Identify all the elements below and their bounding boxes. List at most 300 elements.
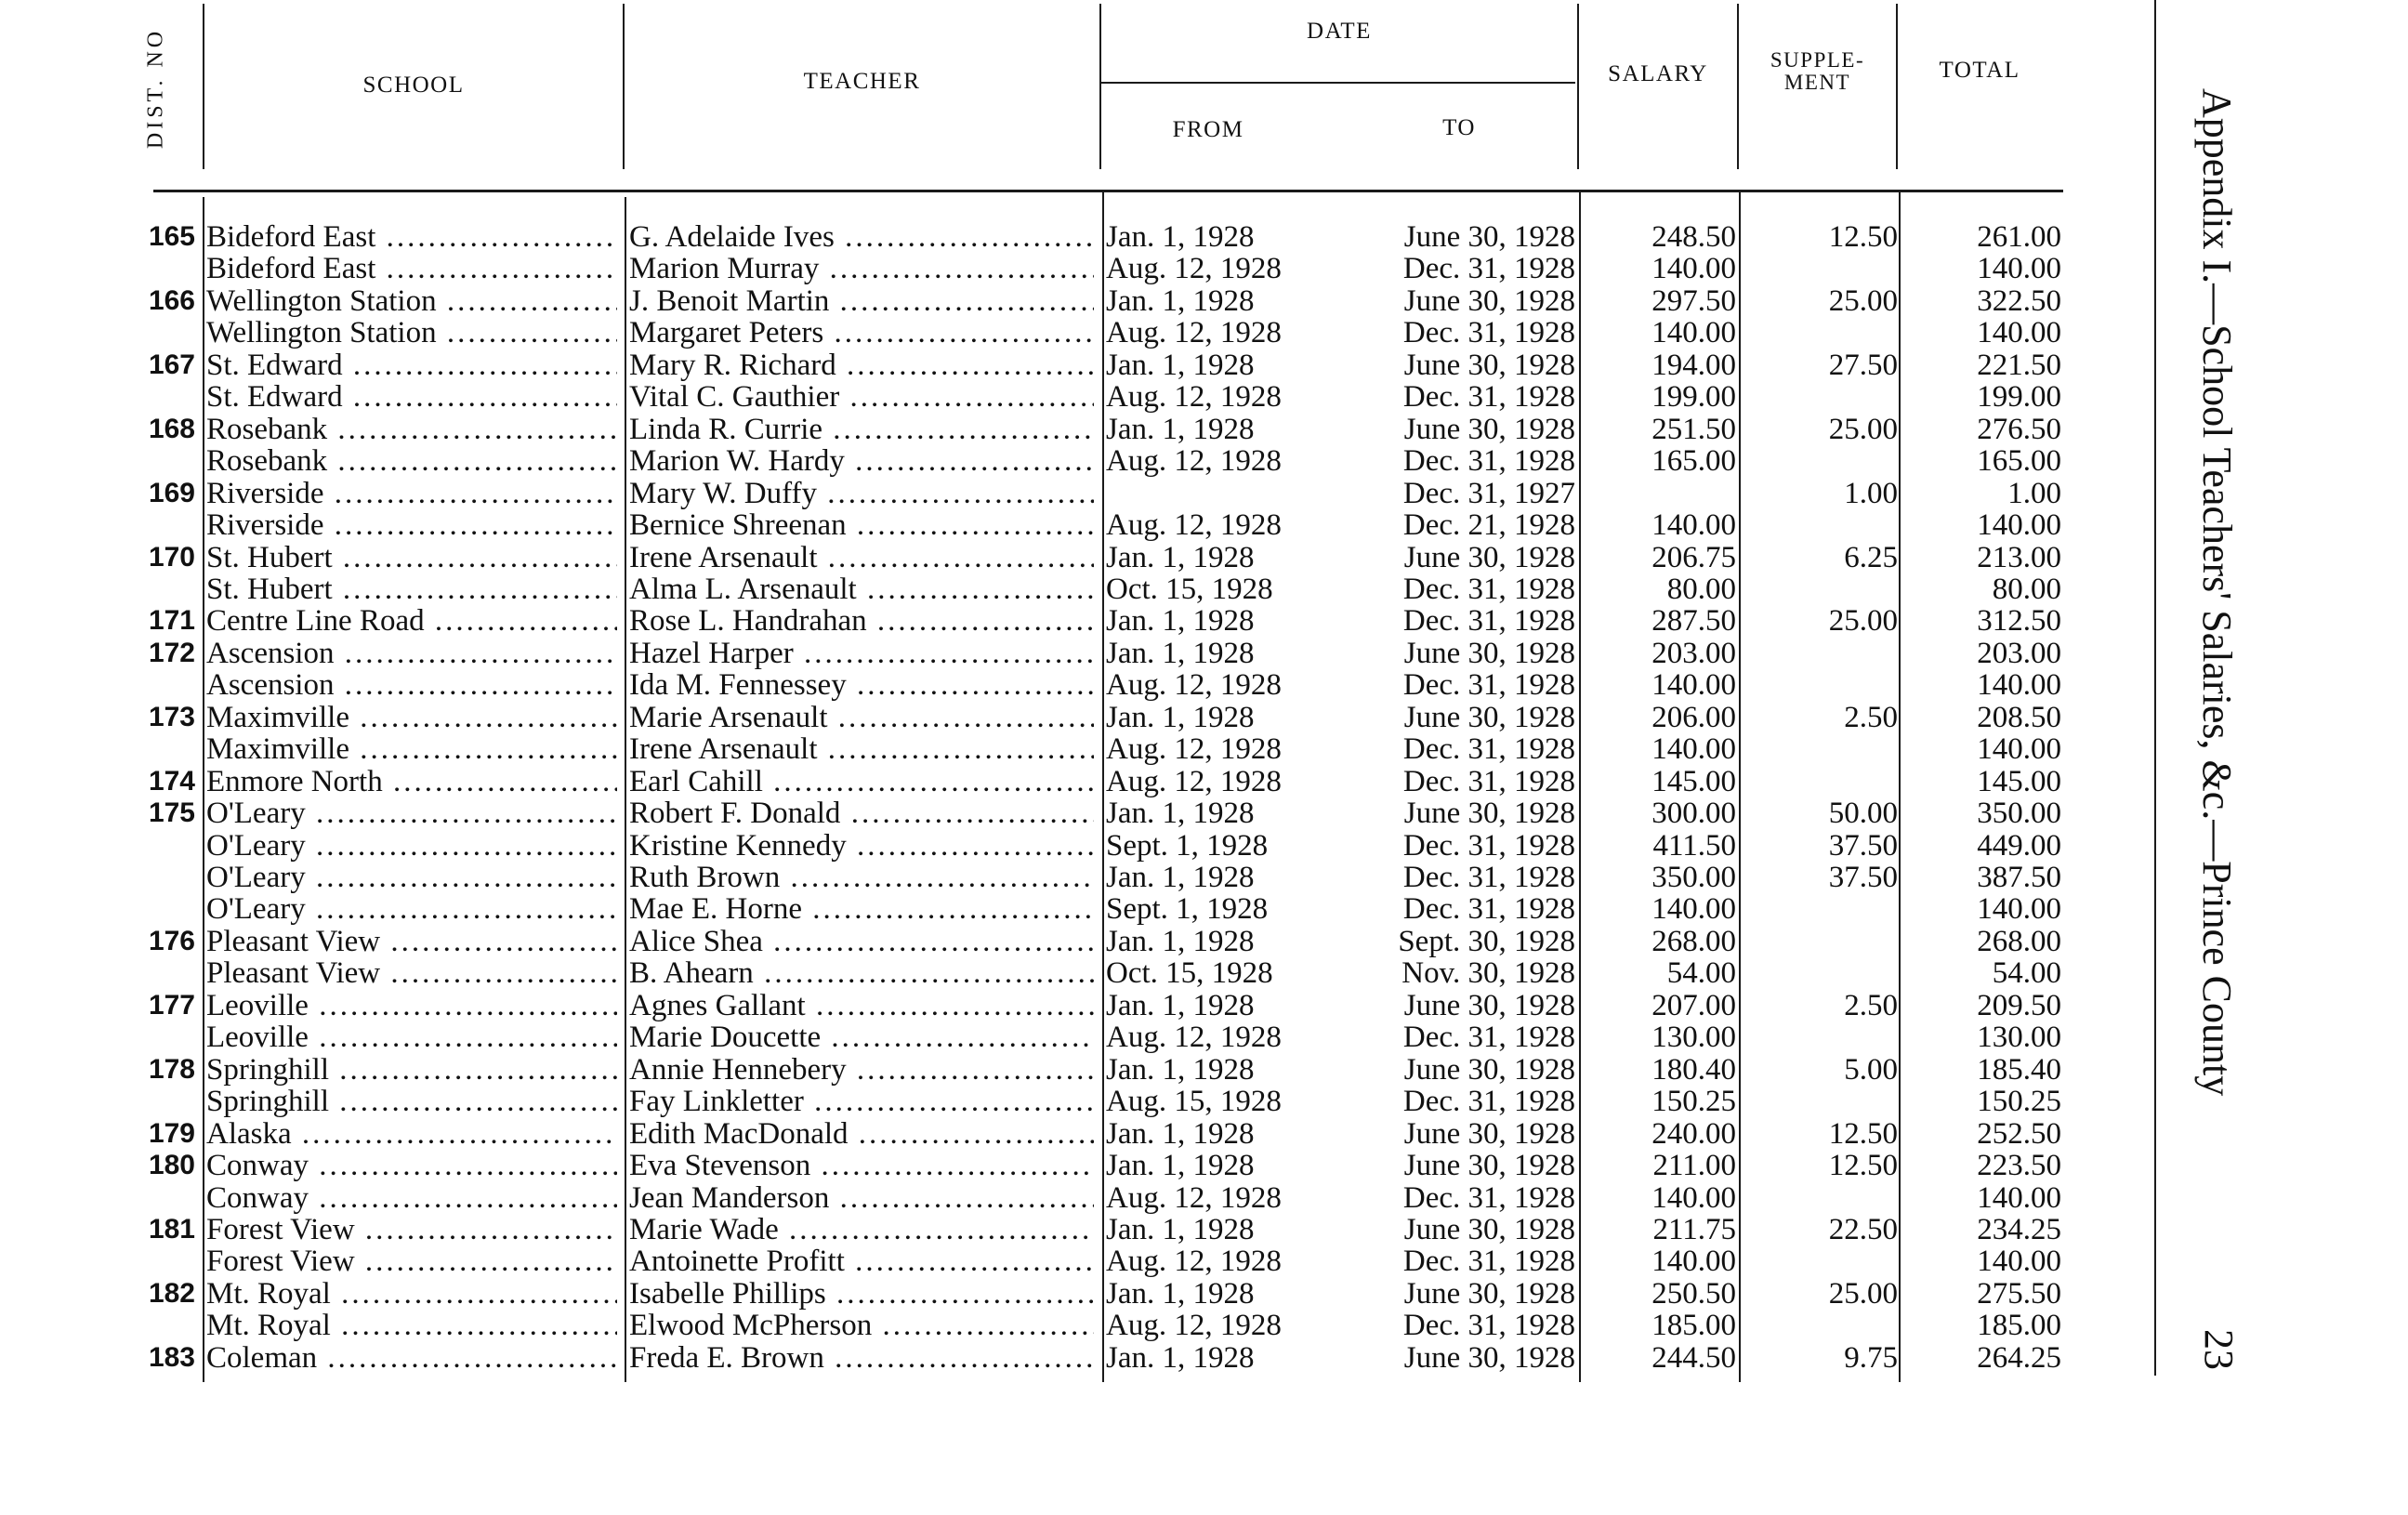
table-row <box>0 542 2408 573</box>
cell-from: Jan. 1, 1928 <box>1106 988 1255 1022</box>
cell-total: 140.00 <box>1977 316 2061 350</box>
header-bottom-rule <box>153 190 2063 192</box>
cell-salary: 211.00 <box>1652 1149 1736 1183</box>
cell-teacher: Fay Linkletter ..... <box>629 1086 1094 1117</box>
cell-dist: 167 <box>148 349 195 380</box>
cell-to: Dec. 21, 1928 <box>1402 508 1575 543</box>
cell-school: St. Hubert ..... <box>206 573 617 605</box>
cell-to: Dec. 31, 1928 <box>1402 892 1575 927</box>
cell-supplement: 2.50 <box>1844 700 1898 734</box>
date-divider-rule <box>1101 82 1575 84</box>
table-row <box>0 478 2408 509</box>
cell-dist: 178 <box>148 1053 195 1085</box>
cell-salary: 300.00 <box>1651 797 1736 831</box>
cell-school: Leoville ..... <box>206 1021 617 1053</box>
header-to: TO <box>1442 115 1476 140</box>
table-row <box>0 605 2408 637</box>
table-row <box>0 573 2408 605</box>
header-dist-no: DIST. NO <box>143 27 168 150</box>
cell-teacher: Isabelle Phillips ..... <box>629 1278 1094 1310</box>
cell-total: 54.00 <box>1992 956 2061 991</box>
cell-supplement: 37.50 <box>1828 828 1898 863</box>
cell-from: Jan. 1, 1928 <box>1106 348 1255 382</box>
cell-salary: 80.00 <box>1666 572 1736 606</box>
cell-to: Dec. 31, 1928 <box>1402 380 1575 415</box>
cell-to: Dec. 31, 1928 <box>1402 1245 1575 1279</box>
cell-to: Dec. 31, 1928 <box>1402 668 1575 703</box>
table-row <box>0 1021 2408 1053</box>
header-salary: SALARY <box>1608 61 1708 86</box>
cell-to: June 30, 1928 <box>1403 700 1575 734</box>
cell-to: Dec. 31, 1928 <box>1402 252 1575 286</box>
page-number: 23 <box>2196 1329 2242 1370</box>
cell-school: St. Edward ..... <box>206 349 617 381</box>
cell-total: 275.50 <box>1977 1276 2061 1311</box>
cell-school: Mt. Royal ..... <box>206 1278 617 1310</box>
cell-supplement: 50.00 <box>1828 797 1898 831</box>
cell-dist: 177 <box>148 989 195 1021</box>
cell-total: 234.25 <box>1977 1212 2061 1246</box>
cell-school: Conway ..... <box>206 1150 617 1181</box>
cell-to: Dec. 31, 1928 <box>1402 764 1575 798</box>
cell-school: Bideford East ..... <box>206 253 617 284</box>
cell-school: St. Edward ..... <box>206 381 617 413</box>
cell-supplement: 25.00 <box>1828 604 1898 639</box>
cell-dist: 169 <box>148 477 195 508</box>
cell-salary: 251.50 <box>1651 412 1736 446</box>
cell-salary: 140.00 <box>1651 1180 1736 1215</box>
cell-teacher: Ruth Brown ..... <box>629 862 1094 893</box>
cell-to: Dec. 31, 1928 <box>1402 1180 1575 1215</box>
cell-salary: 350.00 <box>1651 861 1736 894</box>
table-row <box>0 317 2408 349</box>
cell-total: 276.50 <box>1977 412 2061 446</box>
cell-total: 185.00 <box>1977 1309 2061 1343</box>
cell-total: 130.00 <box>1977 1021 2061 1055</box>
cell-to: Dec. 31, 1928 <box>1402 1021 1575 1055</box>
cell-to: June 30, 1928 <box>1403 988 1575 1022</box>
cell-teacher: Mae E. Horne ..... <box>629 893 1094 925</box>
cell-to: June 30, 1928 <box>1403 797 1575 831</box>
cell-salary: 140.00 <box>1651 252 1736 286</box>
cell-from: Jan. 1, 1928 <box>1106 1212 1255 1246</box>
cell-dist: 183 <box>148 1341 195 1373</box>
cell-school: Alaska ..... <box>206 1118 617 1150</box>
cell-school: Conway ..... <box>206 1182 617 1214</box>
cell-school: Wellington Station ..... <box>206 317 617 349</box>
cell-to: June 30, 1928 <box>1403 1116 1575 1151</box>
cell-teacher: Eva Stevenson ..... <box>629 1150 1094 1181</box>
cell-teacher: Freda E. Brown ..... <box>629 1342 1094 1374</box>
cell-dist: 165 <box>148 221 195 252</box>
cell-teacher: Marie Arsenault ..... <box>629 702 1094 733</box>
cell-from: Jan. 1, 1928 <box>1106 1340 1255 1375</box>
cell-salary: 248.50 <box>1651 220 1736 254</box>
cell-to: June 30, 1928 <box>1403 220 1575 254</box>
table-row <box>0 381 2408 413</box>
cell-from: Jan. 1, 1928 <box>1106 1276 1255 1311</box>
cell-salary: 203.00 <box>1651 636 1736 670</box>
cell-teacher: Hazel Harper ..... <box>629 638 1094 669</box>
cell-school: Enmore North ..... <box>206 766 617 797</box>
cell-from: Jan. 1, 1928 <box>1106 797 1255 831</box>
cell-to: Nov. 30, 1928 <box>1401 956 1575 991</box>
cell-salary: 140.00 <box>1651 1245 1736 1279</box>
cell-school: O'Leary ..... <box>206 830 617 862</box>
cell-salary: 140.00 <box>1651 316 1736 350</box>
cell-from: Jan. 1, 1928 <box>1106 924 1255 958</box>
table-row <box>0 893 2408 925</box>
cell-to: June 30, 1928 <box>1403 283 1575 318</box>
cell-total: 261.00 <box>1977 220 2061 254</box>
cell-total: 252.50 <box>1977 1116 2061 1151</box>
cell-dist: 180 <box>148 1150 195 1181</box>
cell-total: 221.50 <box>1977 348 2061 382</box>
cell-teacher: Alice Shea ..... <box>629 926 1094 957</box>
cell-school: O'Leary ..... <box>206 797 617 829</box>
cell-dist: 181 <box>148 1213 195 1245</box>
cell-to: Dec. 31, 1928 <box>1402 828 1575 863</box>
cell-total: 223.50 <box>1977 1149 2061 1183</box>
cell-to: Dec. 31, 1928 <box>1402 861 1575 894</box>
cell-total: 208.50 <box>1977 700 2061 734</box>
cell-teacher: Bernice Shreenan ..... <box>629 509 1094 541</box>
cell-teacher: Kristine Kennedy ..... <box>629 830 1094 862</box>
table-row <box>0 990 2408 1021</box>
table-row <box>0 1278 2408 1310</box>
table-row <box>0 1310 2408 1341</box>
cell-salary: 199.00 <box>1651 380 1736 415</box>
cell-school: Maximville ..... <box>206 702 617 733</box>
cell-salary: 165.00 <box>1651 444 1736 479</box>
cell-school: Bideford East ..... <box>206 221 617 253</box>
cell-from: Jan. 1, 1928 <box>1106 1116 1255 1151</box>
header-from: FROM <box>1172 117 1244 142</box>
cell-teacher: B. Ahearn ..... <box>629 957 1094 989</box>
cell-school: Rosebank ..... <box>206 445 617 477</box>
cell-total: 1.00 <box>2007 476 2061 510</box>
cell-to: Dec. 31, 1928 <box>1402 1309 1575 1343</box>
cell-total: 140.00 <box>1977 252 2061 286</box>
cell-teacher: Mary W. Duffy ..... <box>629 478 1094 509</box>
table-row <box>0 509 2408 541</box>
cell-dist: 174 <box>148 765 195 797</box>
cell-teacher: Jean Manderson ..... <box>629 1182 1094 1214</box>
cell-dist: 175 <box>148 797 195 829</box>
cell-from: Aug. 12, 1928 <box>1106 380 1282 415</box>
table-row <box>0 733 2408 765</box>
cell-supplement: 25.00 <box>1828 283 1898 318</box>
cell-from: Aug. 15, 1928 <box>1106 1085 1282 1119</box>
cell-total: 264.25 <box>1977 1340 2061 1375</box>
cell-salary: 244.50 <box>1651 1340 1736 1375</box>
cell-salary: 207.00 <box>1651 988 1736 1022</box>
cell-from: Jan. 1, 1928 <box>1106 604 1255 639</box>
cell-salary: 206.75 <box>1651 540 1736 574</box>
cell-school: St. Hubert ..... <box>206 542 617 573</box>
cell-teacher: Irene Arsenault ..... <box>629 733 1094 765</box>
cell-total: 387.50 <box>1977 861 2061 894</box>
cell-salary: 140.00 <box>1651 508 1736 543</box>
table-row <box>0 285 2408 317</box>
cell-salary: 211.75 <box>1652 1212 1736 1246</box>
cell-school: Riverside ..... <box>206 478 617 509</box>
cell-from: Aug. 12, 1928 <box>1106 252 1282 286</box>
table-row <box>0 862 2408 893</box>
cell-from: Aug. 12, 1928 <box>1106 1180 1282 1215</box>
cell-to: Dec. 31, 1928 <box>1402 316 1575 350</box>
cell-total: 80.00 <box>1992 572 2061 606</box>
table-row <box>0 1150 2408 1181</box>
cell-teacher: Agnes Gallant ..... <box>629 990 1094 1021</box>
cell-school: Wellington Station ..... <box>206 285 617 317</box>
cell-school: Leoville ..... <box>206 990 617 1021</box>
cell-teacher: Margaret Peters ..... <box>629 317 1094 349</box>
cell-salary: 297.50 <box>1651 283 1736 318</box>
cell-from: Jan. 1, 1928 <box>1106 1052 1255 1087</box>
cell-to: Sept. 30, 1928 <box>1398 924 1575 958</box>
cell-teacher: Annie Hennebery ..... <box>629 1054 1094 1086</box>
cell-from: Jan. 1, 1928 <box>1106 283 1255 318</box>
cell-from: Aug. 12, 1928 <box>1106 764 1282 798</box>
cell-salary: 268.00 <box>1651 924 1736 958</box>
cell-to: June 30, 1928 <box>1403 1276 1575 1311</box>
cell-total: 312.50 <box>1977 604 2061 639</box>
cell-teacher: Marion Murray ..... <box>629 253 1094 284</box>
table-row <box>0 1182 2408 1214</box>
cell-from: Aug. 12, 1928 <box>1106 508 1282 543</box>
cell-teacher: Ida M. Fennessey ..... <box>629 669 1094 701</box>
cell-from: Aug. 12, 1928 <box>1106 732 1282 767</box>
cell-salary: 54.00 <box>1666 956 1736 991</box>
cell-salary: 140.00 <box>1651 892 1736 927</box>
cell-from: Aug. 12, 1928 <box>1106 668 1282 703</box>
side-title-text: Appendix I.—School Teachers' Salaries, &c.—Prince County <box>2194 88 2240 1097</box>
table-row <box>0 797 2408 829</box>
cell-from: Aug. 12, 1928 <box>1106 1309 1282 1343</box>
cell-supplement: 5.00 <box>1844 1052 1898 1087</box>
cell-supplement: 25.00 <box>1828 412 1898 446</box>
cell-dist: 166 <box>148 284 195 316</box>
cell-salary: 150.25 <box>1651 1085 1736 1119</box>
table-row <box>0 445 2408 477</box>
cell-teacher: Marie Wade ..... <box>629 1214 1094 1245</box>
table-row <box>0 1214 2408 1245</box>
cell-to: June 30, 1928 <box>1403 636 1575 670</box>
cell-from: Jan. 1, 1928 <box>1106 861 1255 894</box>
cell-teacher: J. Benoit Martin ..... <box>629 285 1094 317</box>
table-row <box>0 253 2408 284</box>
cell-supplement: 12.50 <box>1828 220 1898 254</box>
cell-from: Sept. 1, 1928 <box>1106 892 1269 927</box>
cell-teacher: Linda R. Currie ..... <box>629 414 1094 445</box>
cell-from: Sept. 1, 1928 <box>1106 828 1269 863</box>
cell-salary: 411.50 <box>1652 828 1736 863</box>
cell-school: Maximville ..... <box>206 733 617 765</box>
cell-salary: 140.00 <box>1651 668 1736 703</box>
cell-school: Pleasant View ..... <box>206 957 617 989</box>
cell-to: Dec. 31, 1928 <box>1402 444 1575 479</box>
cell-from: Aug. 12, 1928 <box>1106 1245 1282 1279</box>
cell-supplement: 9.75 <box>1844 1340 1898 1375</box>
cell-to: Dec. 31, 1927 <box>1402 476 1575 510</box>
cell-school: Rosebank ..... <box>206 414 617 445</box>
table-row <box>0 1342 2408 1374</box>
cell-total: 185.40 <box>1977 1052 2061 1087</box>
cell-total: 213.00 <box>1977 540 2061 574</box>
cell-total: 140.00 <box>1977 732 2061 767</box>
cell-total: 449.00 <box>1977 828 2061 863</box>
cell-school: O'Leary ..... <box>206 862 617 893</box>
cell-total: 199.00 <box>1977 380 2061 415</box>
cell-from: Oct. 15, 1928 <box>1106 572 1273 606</box>
header-school: SCHOOL <box>362 72 465 98</box>
cell-salary: 185.00 <box>1651 1309 1736 1343</box>
cell-salary: 140.00 <box>1651 732 1736 767</box>
cell-teacher: Robert F. Donald ..... <box>629 797 1094 829</box>
cell-teacher: Elwood McPherson ..... <box>629 1310 1094 1341</box>
cell-total: 268.00 <box>1977 924 2061 958</box>
cell-to: June 30, 1928 <box>1403 540 1575 574</box>
cell-total: 140.00 <box>1977 1245 2061 1279</box>
cell-from: Jan. 1, 1928 <box>1106 1149 1255 1183</box>
table-row <box>0 1245 2408 1277</box>
cell-school: Mt. Royal ..... <box>206 1310 617 1341</box>
cell-dist: 171 <box>148 605 195 637</box>
cell-from: Aug. 12, 1928 <box>1106 1021 1282 1055</box>
header-supplement-line2: MENT <box>1783 71 1851 94</box>
cell-dist: 176 <box>148 925 195 956</box>
cell-salary: 194.00 <box>1651 348 1736 382</box>
cell-school: O'Leary ..... <box>206 893 617 925</box>
cell-from: Aug. 12, 1928 <box>1106 316 1282 350</box>
table-row <box>0 926 2408 957</box>
cell-salary: 250.50 <box>1651 1276 1736 1311</box>
cell-teacher: Rose L. Handrahan ..... <box>629 605 1094 637</box>
cell-to: Dec. 31, 1928 <box>1402 604 1575 639</box>
cell-school: Coleman ..... <box>206 1342 617 1374</box>
cell-total: 165.00 <box>1977 444 2061 479</box>
cell-supplement: 27.50 <box>1828 348 1898 382</box>
table-row <box>0 766 2408 797</box>
cell-school: Ascension ..... <box>206 638 617 669</box>
cell-total: 209.50 <box>1977 988 2061 1022</box>
cell-from: Jan. 1, 1928 <box>1106 220 1255 254</box>
cell-from: Jan. 1, 1928 <box>1106 540 1255 574</box>
cell-to: June 30, 1928 <box>1403 348 1575 382</box>
cell-salary: 130.00 <box>1651 1021 1736 1055</box>
cell-total: 140.00 <box>1977 1180 2061 1215</box>
cell-from: Aug. 12, 1928 <box>1106 444 1282 479</box>
cell-dist: 172 <box>148 637 195 668</box>
cell-from: Jan. 1, 1928 <box>1106 636 1255 670</box>
cell-teacher: Earl Cahill ..... <box>629 766 1094 797</box>
header-teacher: TEACHER <box>803 69 921 94</box>
cell-to: June 30, 1928 <box>1403 1052 1575 1087</box>
cell-teacher: Marie Doucette ..... <box>629 1021 1094 1053</box>
cell-supplement: 12.50 <box>1828 1149 1898 1183</box>
cell-school: Ascension ..... <box>206 669 617 701</box>
cell-supplement: 1.00 <box>1844 476 1898 510</box>
cell-teacher: G. Adelaide Ives ..... <box>629 221 1094 253</box>
cell-salary: 240.00 <box>1651 1116 1736 1151</box>
table-row <box>0 830 2408 862</box>
cell-supplement: 12.50 <box>1828 1116 1898 1151</box>
header-sep-supplement <box>1896 4 1898 169</box>
cell-total: 140.00 <box>1977 668 2061 703</box>
cell-total: 322.50 <box>1977 283 2061 318</box>
table-row <box>0 414 2408 445</box>
cell-supplement: 22.50 <box>1828 1212 1898 1246</box>
cell-from: Jan. 1, 1928 <box>1106 700 1255 734</box>
cell-dist: 168 <box>148 413 195 444</box>
cell-dist: 170 <box>148 541 195 573</box>
cell-to: June 30, 1928 <box>1403 412 1575 446</box>
cell-teacher: Irene Arsenault ..... <box>629 542 1094 573</box>
cell-total: 140.00 <box>1977 892 2061 927</box>
cell-salary: 287.50 <box>1651 604 1736 639</box>
cell-school: Springhill ..... <box>206 1086 617 1117</box>
cell-dist: 182 <box>148 1277 195 1309</box>
cell-total: 150.25 <box>1977 1085 2061 1119</box>
cell-salary: 180.40 <box>1651 1052 1736 1087</box>
cell-from: Jan. 1, 1928 <box>1106 412 1255 446</box>
table-row <box>0 957 2408 989</box>
cell-teacher: Edith MacDonald ..... <box>629 1118 1094 1150</box>
cell-salary: 145.00 <box>1651 764 1736 798</box>
cell-from: Oct. 15, 1928 <box>1106 956 1273 991</box>
cell-to: June 30, 1928 <box>1403 1212 1575 1246</box>
cell-supplement: 2.50 <box>1844 988 1898 1022</box>
cell-to: Dec. 31, 1928 <box>1402 572 1575 606</box>
cell-teacher: Marion W. Hardy ..... <box>629 445 1094 477</box>
cell-to: June 30, 1928 <box>1403 1340 1575 1375</box>
table-row <box>0 349 2408 381</box>
cell-teacher: Antoinette Profitt ..... <box>629 1245 1094 1277</box>
cell-to: Dec. 31, 1928 <box>1402 1085 1575 1119</box>
table-row <box>0 702 2408 733</box>
table-row <box>0 638 2408 669</box>
cell-total: 203.00 <box>1977 636 2061 670</box>
cell-dist: 179 <box>148 1117 195 1149</box>
header-supplement-line1: SUPPLE- <box>1770 48 1865 72</box>
cell-dist: 173 <box>148 701 195 732</box>
cell-total: 140.00 <box>1977 508 2061 543</box>
header-total: TOTAL <box>1939 58 2020 83</box>
cell-school: Springhill ..... <box>206 1054 617 1086</box>
cell-school: Riverside ..... <box>206 509 617 541</box>
table-row <box>0 1086 2408 1117</box>
cell-school: Centre Line Road ..... <box>206 605 617 637</box>
header-date: DATE <box>1307 19 1372 44</box>
cell-supplement: 37.50 <box>1828 861 1898 894</box>
table-row <box>0 669 2408 701</box>
cell-school: Pleasant View ..... <box>206 926 617 957</box>
cell-teacher: Mary R. Richard ..... <box>629 349 1094 381</box>
cell-teacher: Vital C. Gauthier ..... <box>629 381 1094 413</box>
cell-salary: 206.00 <box>1651 700 1736 734</box>
table-row <box>0 1118 2408 1150</box>
table-row <box>0 221 2408 253</box>
cell-to: June 30, 1928 <box>1403 1149 1575 1183</box>
table-row <box>0 1054 2408 1086</box>
cell-supplement: 6.25 <box>1844 540 1898 574</box>
cell-total: 145.00 <box>1977 764 2061 798</box>
cell-supplement: 25.00 <box>1828 1276 1898 1311</box>
cell-school: Forest View ..... <box>206 1214 617 1245</box>
cell-school: Forest View ..... <box>206 1245 617 1277</box>
cell-total: 350.00 <box>1977 797 2061 831</box>
